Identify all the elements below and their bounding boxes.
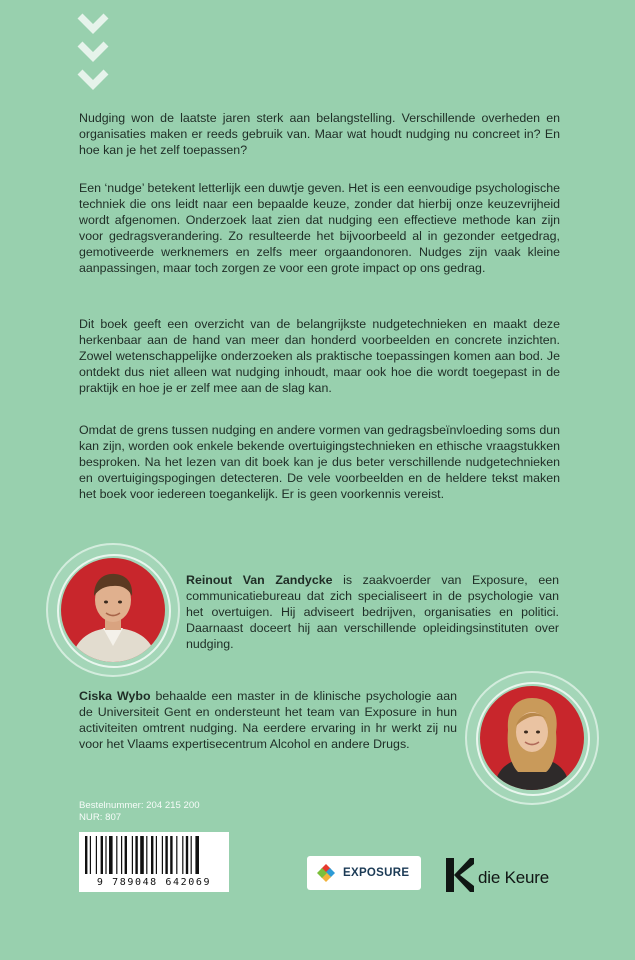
author-bio-ciska (79, 688, 457, 752)
chevron-down-icon (76, 12, 110, 36)
die-keure-logo (446, 856, 566, 896)
chevron-down-icon (76, 40, 110, 64)
chevron-down-icon (76, 68, 110, 92)
exposure-logo (307, 856, 421, 890)
blurb-intro: Nudging won de laatste jaren sterk aan belangstelling. Verschillende overheden en organisaties maken er reeds gebruik van. Maar wat houdt nudging nu concreet in? En hoe kan je het zelf toepassen? (79, 111, 560, 158)
blurb-ethics: Omdat de grens tussen nudging en andere vormen van gedragsbeïnvloeding soms dun kan zijn, worden ook enkele bekende overtuigingstechnieken en ethische vraagstukken besproken. Na het lezen van dit boek kan je dus beter verschillende nudgetechnieken en overtuigingspogingen detecteren. De vele voorbeelden en de heldere tekst maken het boek voor iedereen toegankelijk. Er is geen voorkennis vereist. (79, 423, 560, 502)
barcode-bars (79, 832, 229, 878)
die-keure-logo-text: die Keure (478, 868, 549, 887)
author-bio-reinout (186, 572, 559, 652)
exposure-logo-text: EXPOSURE (343, 867, 410, 879)
die-keure-k-icon (446, 858, 474, 892)
isbn-barcode (79, 832, 229, 892)
author-bio-text: behaalde een master in de klinische psychologie aan de Universiteit Gent en ondersteunt het team van Exposure in hun activiteiten omtrent nudging. Na eerdere ervaring in hr werkt zij nu voor het Vlaams expertisecentrum Alcohol en andere Drugs. (79, 689, 457, 752)
order-number: Bestelnummer: 204 215 200 (79, 800, 200, 811)
isbn-number: 9 789048 642069 (96, 877, 212, 888)
author-photo-ciska (480, 686, 584, 790)
author-photo-reinout (61, 558, 165, 662)
nur-code: NUR: 807 (79, 812, 122, 823)
exposure-logo-icon (315, 862, 337, 884)
blurb-nudge-definition: Een ‘nudge’ betekent letterlijk een duwtje geven. Het is een eenvoudige psychologische techniek die ons leidt naar een bepaalde keuze, zonder dat hierbij onze keuzevrijheid wordt afgenomen. Onderzoek laat zien dat nudging een effectieve methode kan zijn voor gedragsverandering. Zo resulteerde het bijvoorbeeld al in gezonder eetgedrag, gemotiveerde werknemers en zelfs meer orgaandonoren. Nudges zijn vaak kleine aanpassingen, maar toch zorgen ze voor een grote impact op ons gedrag. (79, 181, 560, 276)
author-name: Reinout Van Zandycke (186, 573, 333, 587)
blurb-book-overview: Dit boek geeft een overzicht van de belangrijkste nudgetechnieken en maakt deze herkenbaar aan de hand van meer dan honderd voorbeelden en concrete inzichten. Zowel wetenschappelijke onderzoeken als praktische toepassingen komen aan bod. Je ontdekt dus niet alleen wat nudging inhoudt, maar ook hoe die wordt toegepast in de praktijk en hoe je er zelf mee aan de slag kan. (79, 317, 560, 396)
order-info (79, 800, 200, 824)
author-bio-text: is zaakvoerder van Exposure, een communicatiebureau dat zich specialiseert in de psychologie van het overtuigen. Hij adviseert bedrijven, organisaties en politici. Daarnaast doceert hij aan verschillende opleidingsinstituten over nudging. (186, 573, 559, 652)
author-name: Ciska Wybo (79, 689, 151, 703)
